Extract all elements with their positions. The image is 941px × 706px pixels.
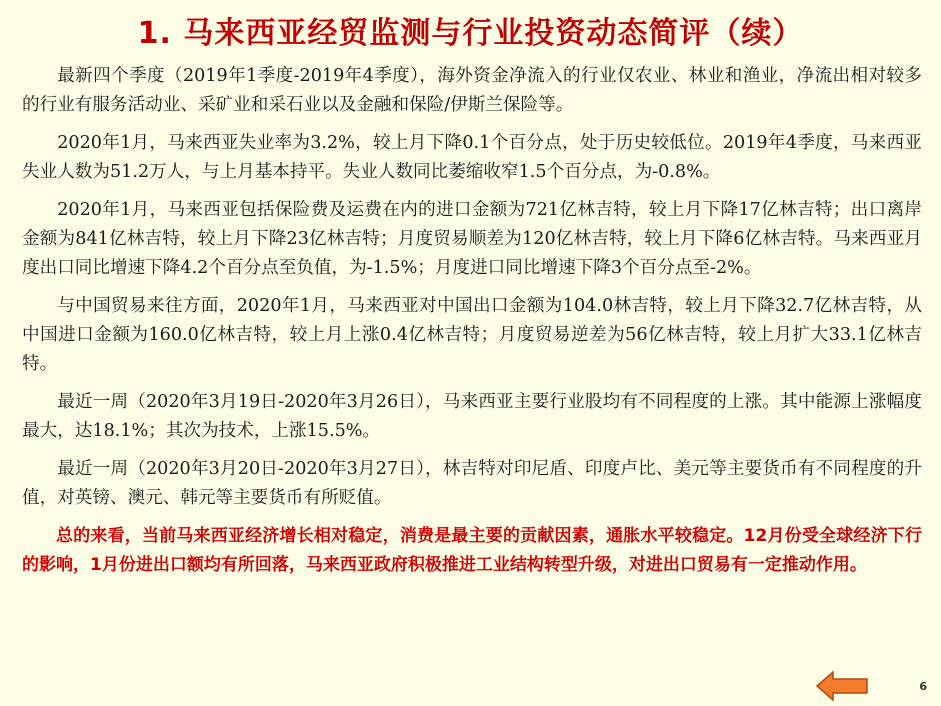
slide-title: 1. 马来西亚经贸监测与行业投资动态简评（续） (137, 16, 804, 51)
paragraph-unemployment: 2020年1月，马来西亚失业率为3.2%，较上月下降0.1个百分点，处于历史较低位。2019年4季度，马来西亚失业人数为51.2万人，与上月基本持平。失业人数同比萎缩收窄1.5个百分点，为-0.8%。 (22, 133, 922, 182)
paragraph-china-trade: 与中国贸易来往方面，2020年1月，马来西亚对中国出口金额为104.0林吉特，较上月下降32.7亿林吉特，从中国进口金额为160.0亿林吉特，较上月上涨0.4亿林吉特；月度贸易逆差为56亿林吉特，较上月扩大33.1亿林吉特。 (22, 296, 922, 374)
left-arrow-icon[interactable] (816, 671, 868, 701)
paragraph-currency: 最近一周（2020年3月20日-2020年3月27日），林吉特对印尼盾、印度卢比、美元等主要货币有不同程度的升值，对英镑、澳元、韩元等主要货币有所贬值。 (22, 459, 922, 508)
page-number: 6 (919, 680, 927, 693)
paragraph-capital-flow: 最新四个季度（2019年1季度-2019年4季度），海外资金净流入的行业仅农业、林业和渔业，净流出相对较多的行业有服务活动业、采矿业和采石业以及金融和保险/伊斯兰保险等。 (22, 66, 922, 115)
paragraph-summary: 总的来看，当前马来西亚经济增长相对稳定，消费是最主要的贡献因素，通胀水平较稳定。12月份受全球经济下行的影响，1月份进出口额均有所回落，马来西亚政府积极推进工业结构转型升级，对进出口贸易有一定推动作用。 (22, 526, 922, 575)
paragraph-trade: 2020年1月，马来西亚包括保险费及运费在内的进口金额为721亿林吉特，较上月下降17亿林吉特；出口离岸金额为841亿林吉特，较上月下降23亿林吉特；月度贸易顺差为120亿林吉特，较上月下降6亿林吉特。马来西亚月度出口同比增速下降4.2个百分点至负值，为-1.5%；月度进口同比增速下降3个百分点至-2%。 (22, 200, 922, 278)
paragraph-stock-market: 最近一周（2020年3月19日-2020年3月26日），马来西亚主要行业股均有不同程度的上涨。其中能源上涨幅度最大，达18.1%；其次为技术，上涨15.5%。 (22, 392, 922, 441)
slide-content (22, 62, 922, 589)
